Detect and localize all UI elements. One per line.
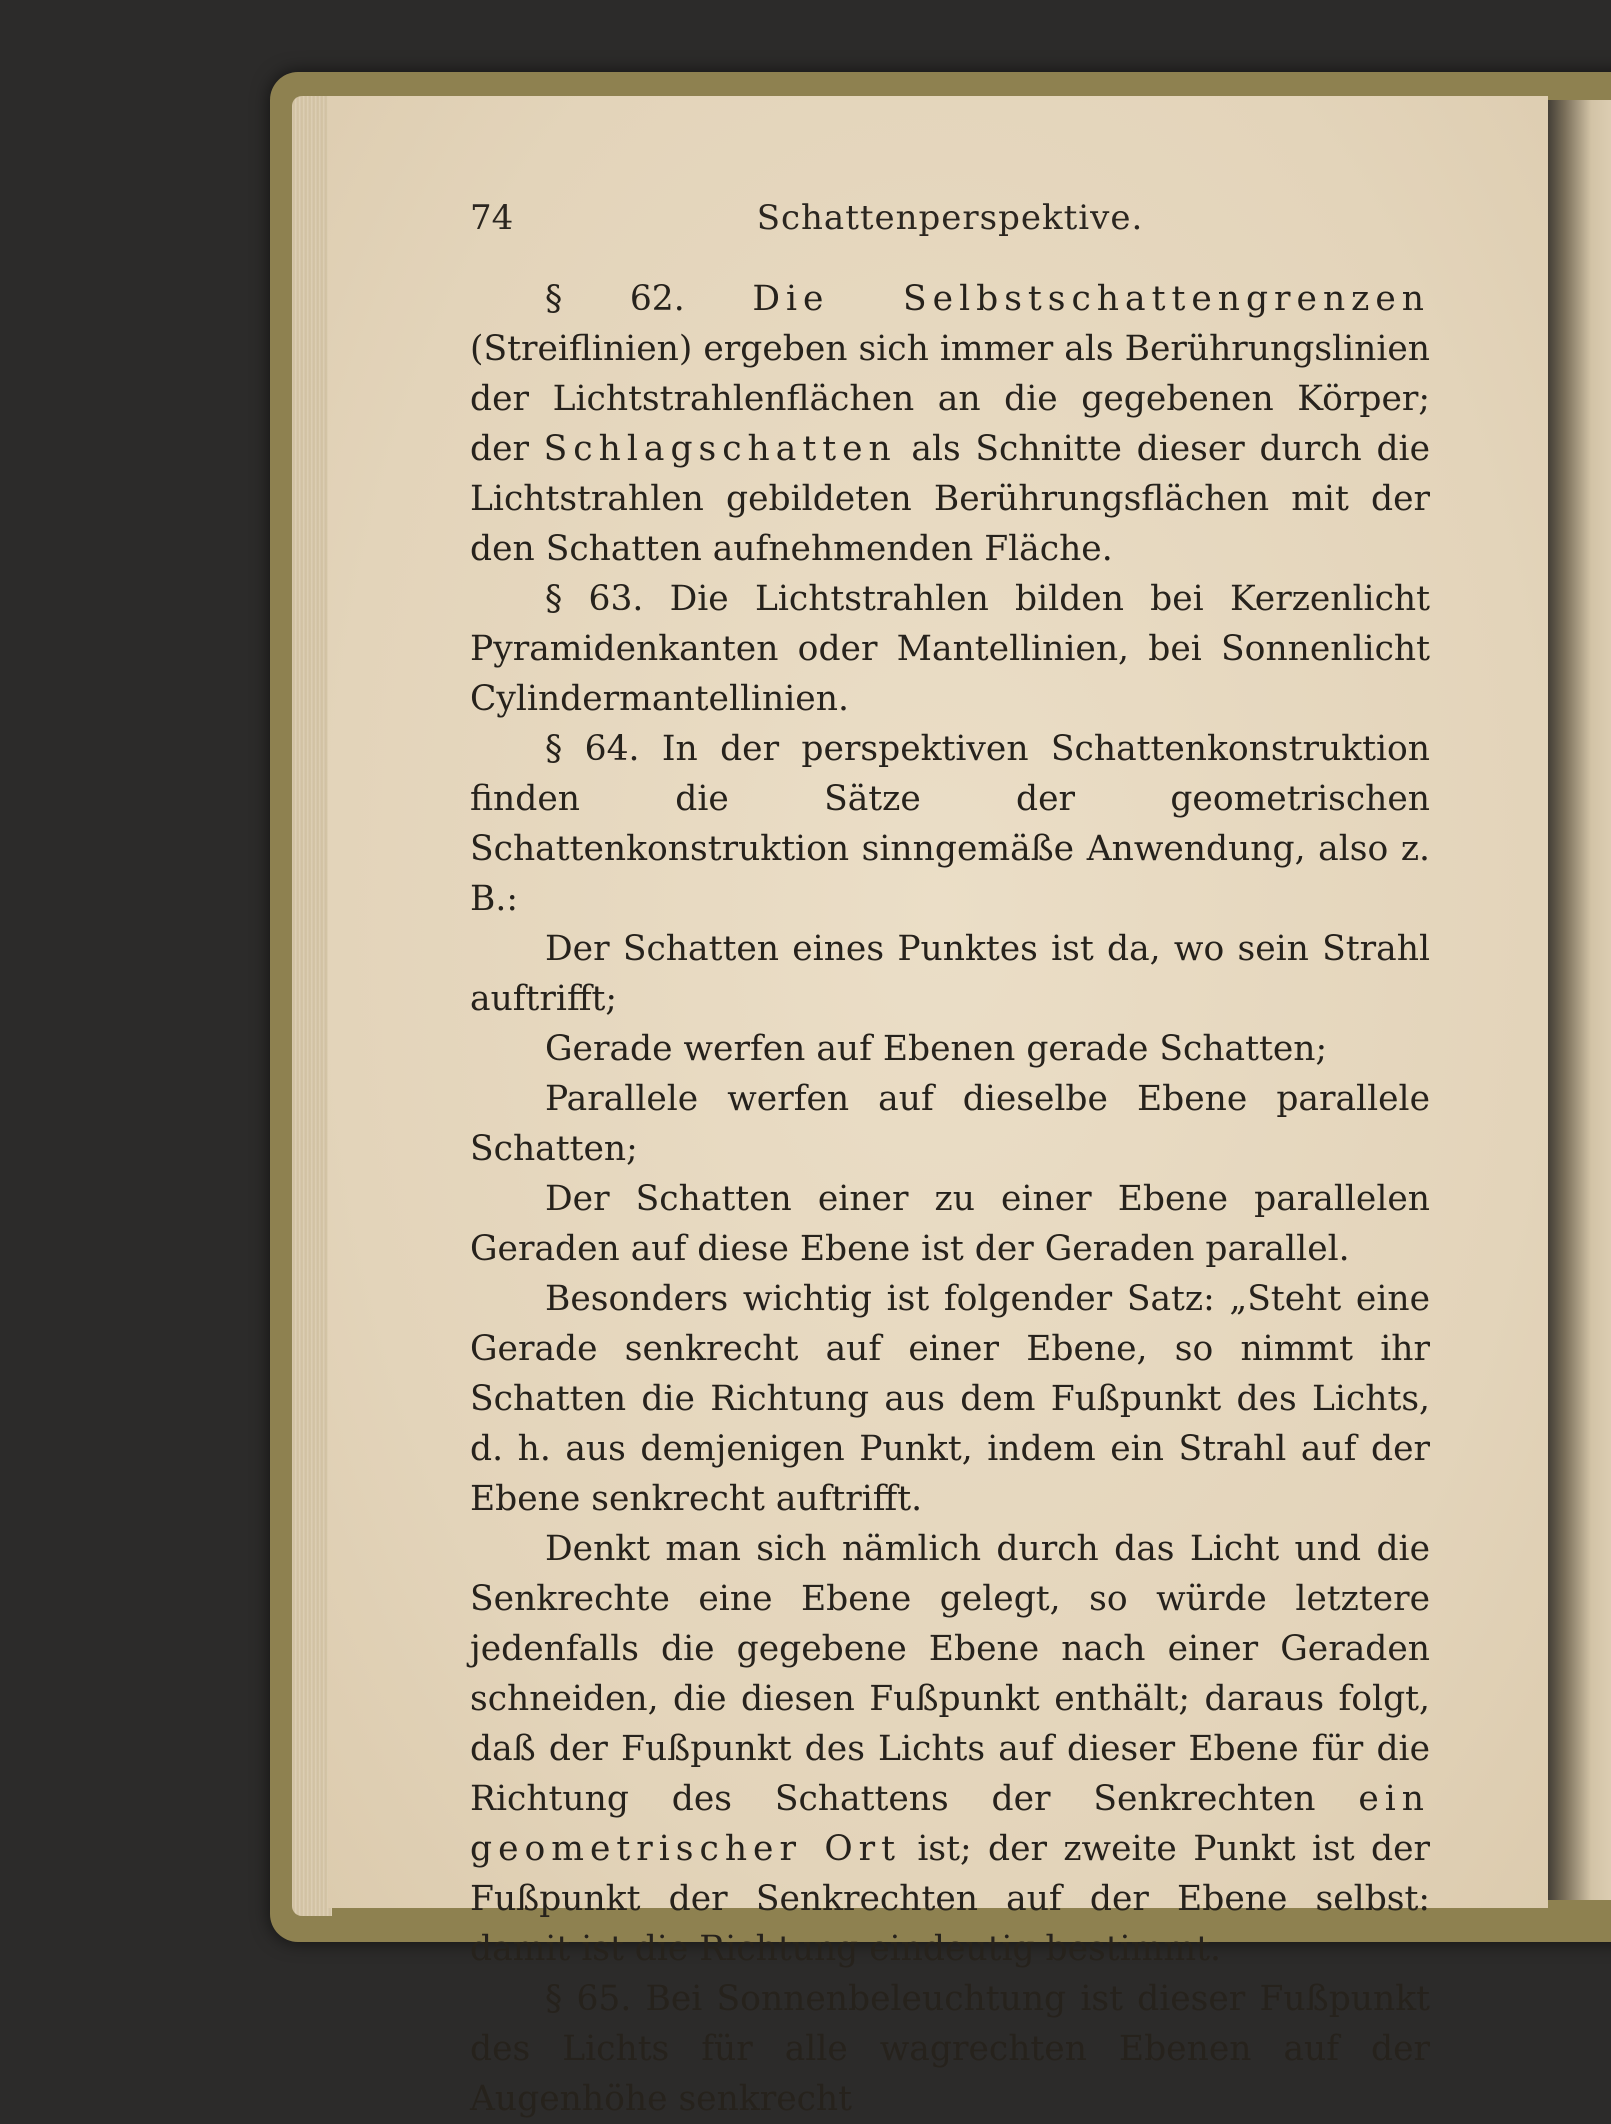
paragraph-explanation bbox=[470, 1524, 1430, 1974]
paragraph-text: ist; der zweite Punkt ist der Fußpunkt der Senkrechten auf der Ebene selbst: damit ist die Richtung eindeutig bestimmt. bbox=[470, 1829, 1430, 1969]
paragraph-65: § 65. Bei Sonnenbeleuchtung ist dieser Fußpunkt des Lichts für alle wagrechten Ebenen auf der Augenhöhe senkrecht bbox=[470, 1979, 1430, 2119]
paragraph-text: als Schnitte dieser durch die Lichtstrahlen gebildeten Berührungsflächen mit der den Schatten aufnehmenden Fläche. bbox=[470, 429, 1430, 569]
running-title: Schattenperspektive. bbox=[756, 198, 1144, 238]
rule-1: Der Schatten eines Punktes ist da, wo sein Strahl auftrifft; bbox=[470, 929, 1430, 1019]
paragraph-text: (Streiflinien) ergeben sich immer als Berührungslinien der Lichtstrahlenflächen an die gegebenen Körper; der bbox=[470, 329, 1430, 469]
section-number: § 62. bbox=[545, 279, 685, 319]
page-number: 74 bbox=[470, 198, 514, 238]
page-edges bbox=[292, 96, 332, 1916]
paragraph-64: § 64. In der perspektiven Schattenkonstruktion finden die Sätze der geometrischen Schattenkonstruktion sinngemäße Anwendung, also z. B.: bbox=[470, 729, 1430, 919]
paragraph-special: Besonders wichtig ist folgender Satz: „Steht eine Gerade senkrecht auf einer Ebene, so nimmt ihr Schatten die Richtung aus dem Fußpunkt des Lichts, d. h. aus demjenigen Punkt, indem ein Strahl auf der Ebene senkrecht auftrifft. bbox=[470, 1279, 1430, 1519]
body-text bbox=[470, 274, 1430, 2124]
paragraph-text: Denkt man sich nämlich durch das Licht und die Senkrechte eine Ebene gelegt, so würde letztere jedenfalls die gegebene Ebene nach einer Geraden schneiden, die diesen Fußpunkt enthält; daraus folgt, daß der Fußpunkt des Lichts auf dieser Ebene für die Richtung des Schattens der Senkrechten bbox=[470, 1529, 1430, 1819]
paragraph-62 bbox=[470, 274, 1430, 574]
rule-2: Gerade werfen auf Ebenen gerade Schatten; bbox=[545, 1029, 1328, 1069]
emphasis-spaced: ein geometrischer Ort bbox=[470, 1779, 1430, 1869]
emphasis-spaced: Die Selbstschattengrenzen bbox=[752, 279, 1430, 319]
emphasis-spaced: Schlagschatten bbox=[543, 429, 897, 469]
running-head bbox=[470, 198, 1430, 246]
paragraph-63: § 63. Die Lichtstrahlen bilden bei Kerzenlicht Pyramidenkanten oder Mantellinien, bei Sonnenlicht Cylindermantellinien. bbox=[470, 579, 1430, 719]
facing-page-gutter bbox=[1545, 100, 1611, 1900]
rule-3: Parallele werfen auf dieselbe Ebene parallele Schatten; bbox=[470, 1079, 1430, 1169]
rule-4: Der Schatten einer zu einer Ebene parallelen Geraden auf diese Ebene ist der Geraden parallel. bbox=[470, 1179, 1430, 1269]
